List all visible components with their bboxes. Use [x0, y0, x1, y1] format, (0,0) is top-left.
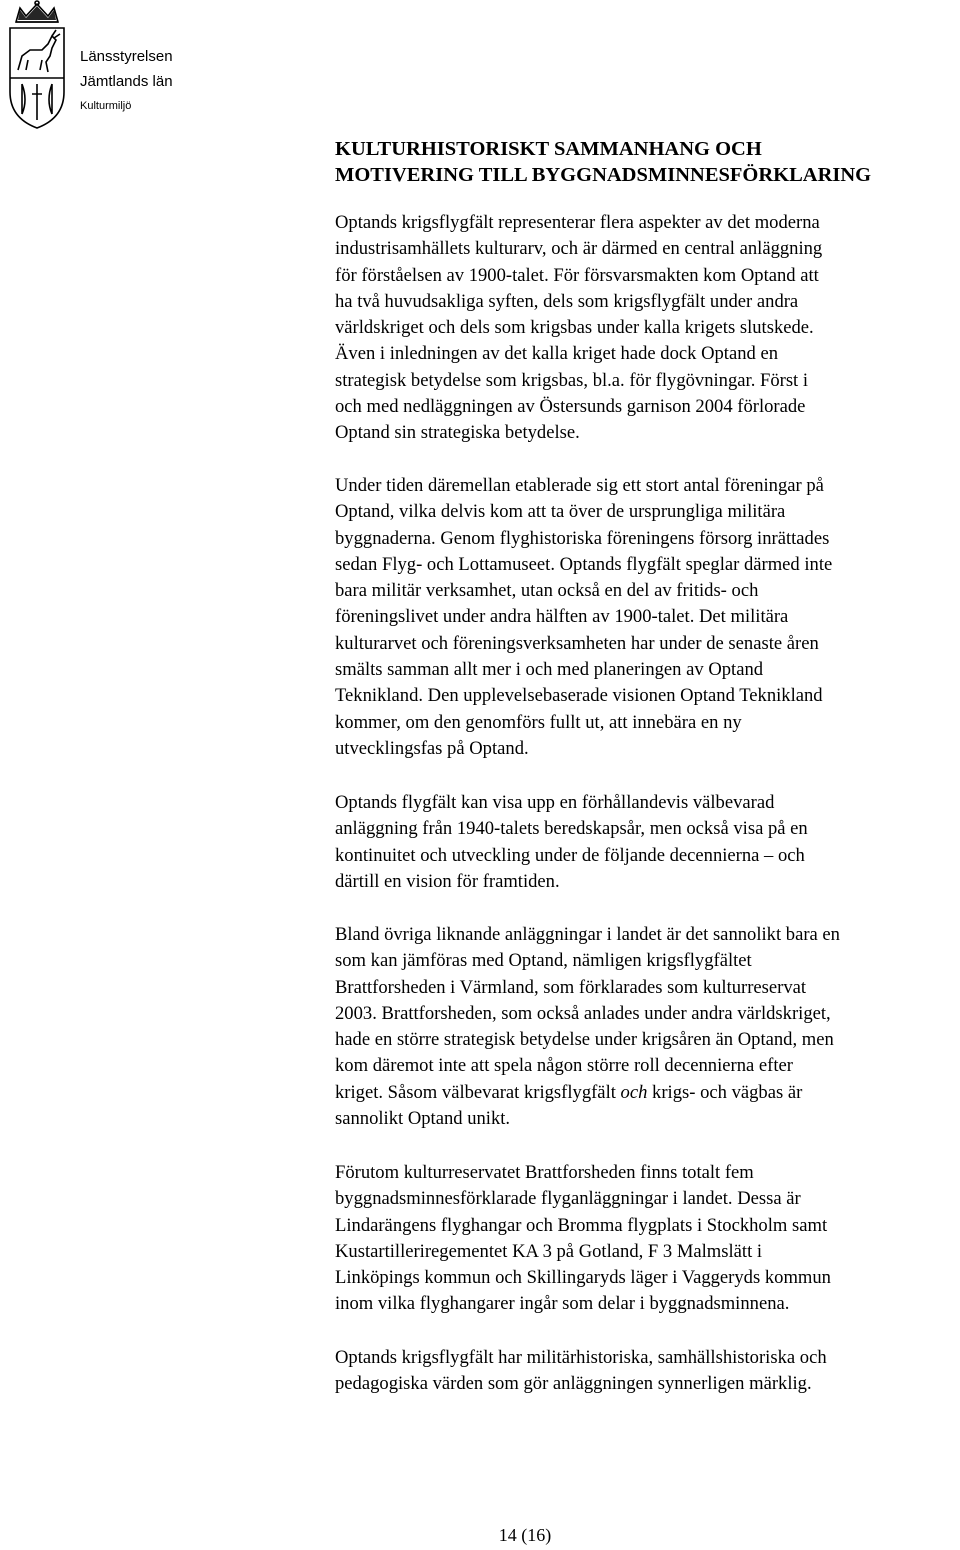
text-line: världskriget och dels som krigsbas under kalla krigets slutskede. — [335, 317, 814, 339]
text-line: kulturarvet och föreningsverksamheten har under de senaste åren — [335, 632, 819, 654]
text-line: Lindarängens flyghangar och Bromma flygplats i Stockholm samt — [335, 1214, 828, 1236]
paragraph-2 — [335, 473, 832, 762]
coat-of-arms-icon — [6, 0, 68, 132]
organization-county: Jämtlands län — [80, 73, 173, 90]
text-line: Optand, vilka delvis kom att ta över de ursprungliga militära — [335, 501, 786, 523]
organization-department: Kulturmiljö — [80, 100, 132, 112]
text-line: sannolikt Optand unikt. — [335, 1108, 511, 1130]
text-line: bara militär verksamhet, utan också en del av fritids- och — [335, 580, 759, 602]
text-line: byggnadsminnesförklarade flyganläggningar i landet. Dessa är — [335, 1188, 801, 1210]
text-fragment: krigs- och vägbas är — [647, 1081, 803, 1103]
paragraph-4 — [335, 922, 840, 1132]
paragraph-1 — [335, 210, 822, 447]
italic-emphasis: och — [620, 1081, 648, 1103]
text-line: kontinuitet och utveckling under de följande decennierna – och — [335, 844, 805, 866]
text-line: Under tiden däremellan etablerade sig ett stort antal föreningar på — [335, 475, 824, 496]
text-line: som kan jämföras med Optand, nämligen krigsflygfältet — [335, 950, 752, 972]
text-fragment: kriget. Såsom välbevarat krigsflygfält — [335, 1081, 621, 1103]
paragraph-3 — [335, 790, 808, 895]
text-line: Teknikland. Den upplevelsebaserade visionen Optand Teknikland — [335, 685, 823, 707]
page-number: 14 (16) — [498, 1525, 552, 1545]
text-line: sedan Flyg- och Lottamuseet. Optands flygfält speglar därmed inte — [335, 553, 833, 575]
text-line: föreningslivet under andra hälften av 1900-talet. Det militära — [335, 606, 789, 628]
text-line: pedagogiska värden som gör anläggningen synnerligen märklig. — [335, 1373, 812, 1395]
text-line-with-italic — [335, 1080, 840, 1106]
paragraph-5 — [335, 1160, 831, 1318]
document-title-line-2: MOTIVERING TILL BYGGNADSMINNESFÖRKLARING — [335, 164, 872, 186]
text-line: Även i inledningen av det kalla kriget hade dock Optand en — [335, 343, 779, 365]
text-line: ha två huvudsakliga syften, dels som krigsflygfält under andra — [335, 290, 799, 312]
text-line: Bland övriga liknande anläggningar i landet är det sannolikt bara en — [335, 924, 840, 945]
document-title-line-1: KULTURHISTORISKT SAMMANHANG OCH — [335, 138, 762, 160]
text-line: strategisk betydelse som krigsbas, bl.a. för flygövningar. Först i — [335, 369, 809, 391]
text-line: Optands krigsflygfält har militärhistoriska, samhällshistoriska och — [335, 1347, 827, 1368]
text-line: Brattforsheden i Värmland, som förklarades som kulturreservat — [335, 976, 807, 998]
organization-name: Länsstyrelsen — [80, 48, 173, 65]
text-line: kommer, om den genomförs fullt ut, att innebära en ny — [335, 711, 742, 733]
text-line: Optands flygfält kan visa upp en förhållandevis välbevarad — [335, 792, 775, 813]
text-line: Linköpings kommun och Skillingaryds läger i Vaggeryds kommun — [335, 1267, 831, 1289]
paragraph-6 — [335, 1345, 827, 1398]
text-line: hade en större strategisk betydelse under krigsåren än Optand, men — [335, 1029, 834, 1051]
text-line: 2003. Brattforsheden, som också anlades under andra världskriget, — [335, 1002, 831, 1024]
text-line: Optands krigsflygfält representerar flera aspekter av det moderna — [335, 212, 820, 233]
text-line: byggnaderna. Genom flyghistoriska föreningens försorg inrättades — [335, 527, 830, 549]
text-line: Kustartilleriregementet KA 3 på Gotland, F 3 Malmslätt i — [335, 1240, 763, 1262]
text-line: därtill en vision för framtiden. — [335, 870, 560, 892]
text-line: och med nedläggningen av Östersunds garnison 2004 förlorade — [335, 396, 806, 418]
text-line: kom däremot inte att spela någon större roll decennierna efter — [335, 1055, 793, 1077]
text-line: smälts samman allt mer i och med planeringen av Optand — [335, 659, 764, 681]
text-line: Förutom kulturreservatet Brattforsheden finns totalt fem — [335, 1162, 754, 1183]
document-title — [335, 136, 955, 188]
text-line: utvecklingsfas på Optand. — [335, 737, 529, 759]
text-line: Optand sin strategiska betydelse. — [335, 422, 580, 444]
text-line: anläggning från 1940-talets beredskapsår, men också visa på en — [335, 818, 808, 840]
text-line: industrisamhällets kulturarv, och är därmed en central anläggning — [335, 238, 823, 260]
text-line: inom vilka flyghangarer ingår som delar i byggnadsminnena. — [335, 1293, 790, 1315]
text-line: för förståelsen av 1900-talet. För försvarsmakten kom Optand att — [335, 264, 819, 286]
